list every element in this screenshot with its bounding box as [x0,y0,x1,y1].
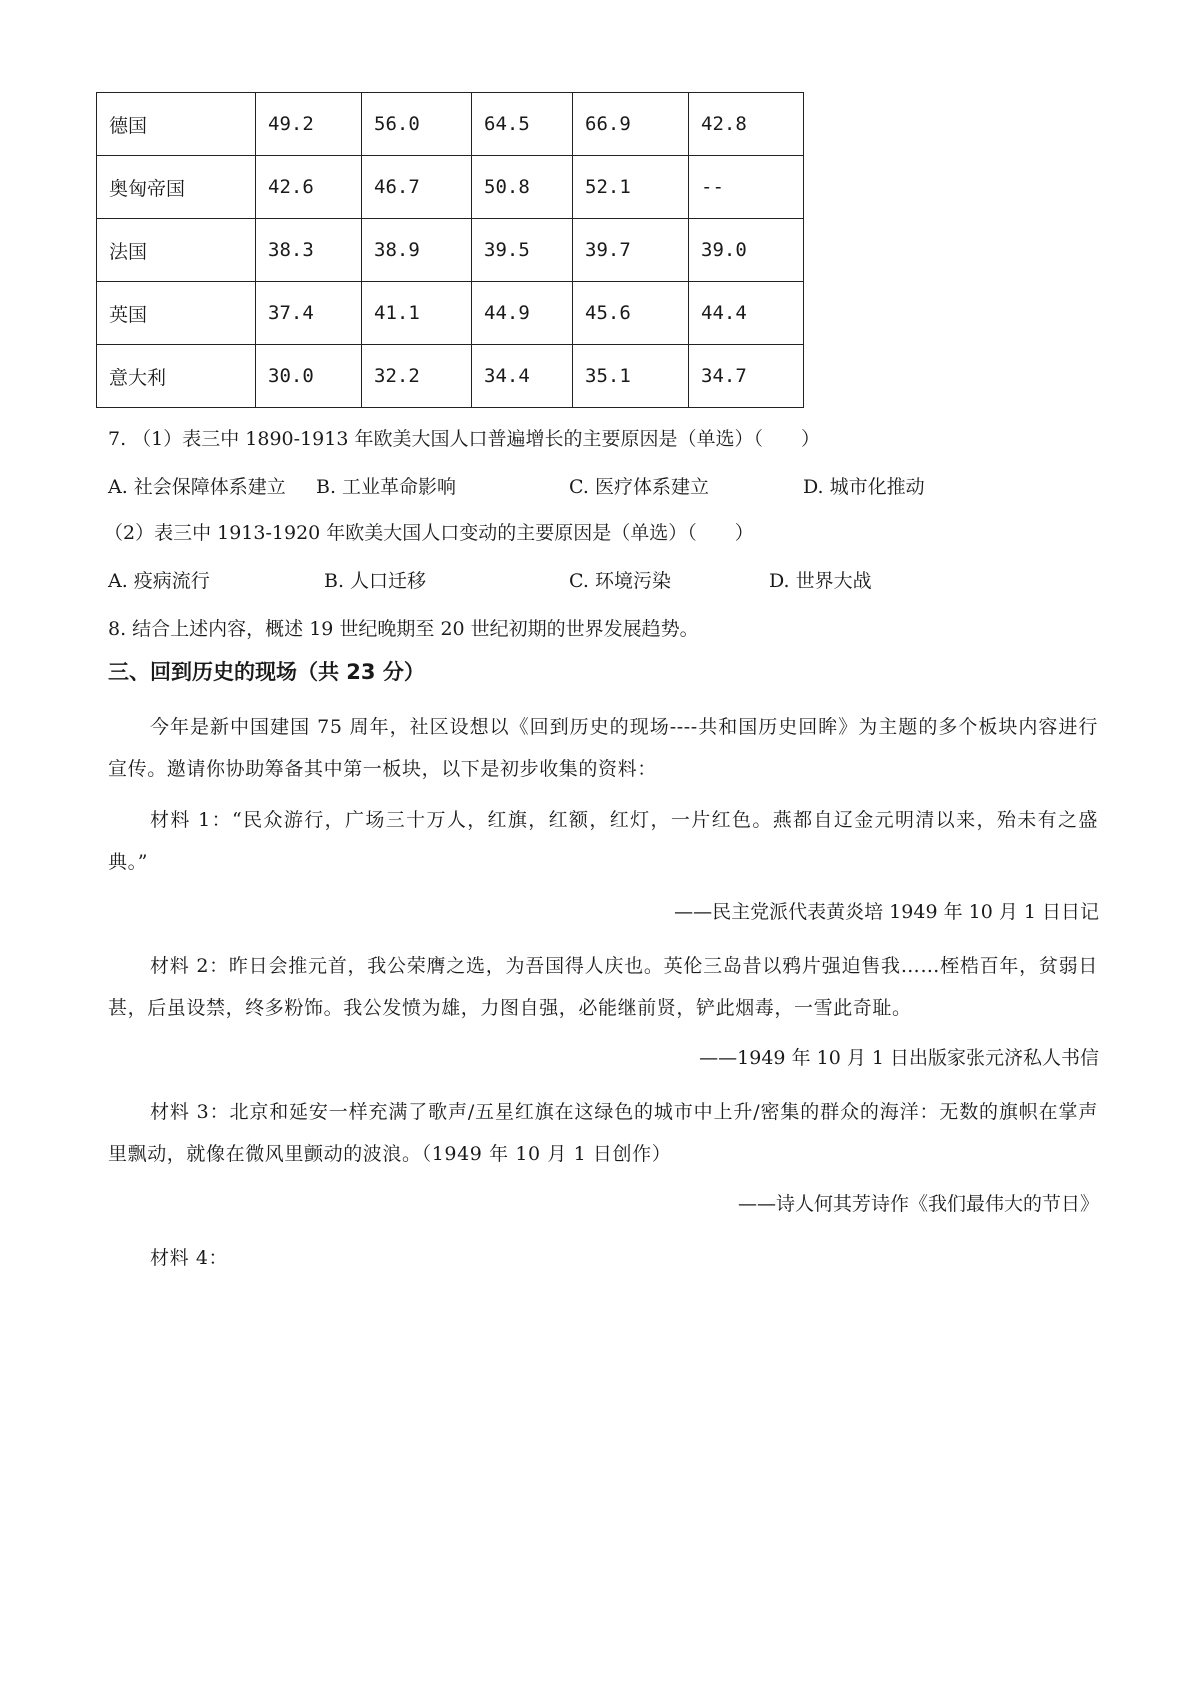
option-b[interactable]: B. 人口迁移 [324,570,427,592]
material-3-source: ——诗人何其芳诗作《我们最伟大的节日》 [737,1193,1099,1215]
value-cell: 42.8 [689,93,804,156]
value-cell: 49.2 [256,93,362,156]
table-row [97,156,804,219]
option-d[interactable]: D. 世界大战 [769,570,872,592]
question-8: 8. 结合上述内容，概述 19 世纪晚期至 20 世纪初期的世界发展趋势。 [108,618,699,640]
country-cell: 奥匈帝国 [97,156,256,219]
value-cell: 44.9 [472,282,573,345]
option-b[interactable]: B. 工业革命影响 [316,476,457,498]
material-2-text: 材料 2：昨日会推元首，我公荣膺之选，为吾国得人庆也。英伦三岛昔以鸦片强迫售我……桎梏百年，贫弱日甚，后虽设禁，终多粉饰。我公发愤为雄，力图自强，必能继前贤，铲此烟毒，一雪此奇耻。 [108,955,1098,1019]
value-cell: 44.4 [689,282,804,345]
population-table [96,92,804,408]
material-4-text: 材料 4： [150,1247,229,1269]
country-cell: 意大利 [97,345,256,408]
value-cell: 46.7 [362,156,472,219]
option-c[interactable]: C. 医疗体系建立 [569,476,709,498]
question-7-part-2: （2）表三中 1913-1920 年欧美大国人口变动的主要原因是（单选）（ ） [104,522,754,544]
value-cell: 37.4 [256,282,362,345]
value-cell: 66.9 [573,93,689,156]
question-7-part-1: 7. （1）表三中 1890-1913 年欧美大国人口普遍增长的主要原因是（单选）（ ） [108,428,820,450]
value-cell: 32.2 [362,345,472,408]
value-cell: -- [689,156,804,219]
value-cell: 34.4 [472,345,573,408]
value-cell: 39.0 [689,219,804,282]
value-cell: 30.0 [256,345,362,408]
option-a[interactable]: A. 疫病流行 [108,570,210,592]
section-3-intro: 今年是新中国建国 75 周年，社区设想以《回到历史的现场----共和国历史回眸》为主题的多个板块内容进行宣传。邀请你协助筹备其中第一板块，以下是初步收集的资料： [108,716,1098,780]
value-cell: 35.1 [573,345,689,408]
table-body [97,93,804,408]
table-row [97,345,804,408]
material-3-text: 材料 3：北京和延安一样充满了歌声/五星红旗在这绿色的城市中上升/密集的群众的海洋：无数的旗帜在掌声里飘动，就像在微风里颤动的波浪。（1949 年 10 月 1 日创作） [108,1101,1098,1165]
material-2-source: ——1949 年 10 月 1 日出版家张元济私人书信 [699,1047,1099,1069]
option-a[interactable]: A. 社会保障体系建立 [108,476,286,498]
value-cell: 38.9 [362,219,472,282]
table-row [97,93,804,156]
option-c[interactable]: C. 环境污染 [569,570,671,592]
value-cell: 45.6 [573,282,689,345]
table-row [97,219,804,282]
material-1-text: 材料 1：“民众游行，广场三十万人，红旗，红额，红灯，一片红色。燕都自辽金元明清以来，殆未有之盛典。” [108,809,1098,873]
value-cell: 39.7 [573,219,689,282]
option-d[interactable]: D. 城市化推动 [803,476,925,498]
country-cell: 法国 [97,219,256,282]
value-cell: 39.5 [472,219,573,282]
value-cell: 56.0 [362,93,472,156]
section-3-heading: 三、回到历史的现场（共 23 分） [108,660,425,684]
material-1-source: ——民主党派代表黄炎培 1949 年 10 月 1 日日记 [674,901,1099,923]
table-row [97,282,804,345]
value-cell: 50.8 [472,156,573,219]
value-cell: 41.1 [362,282,472,345]
value-cell: 34.7 [689,345,804,408]
country-cell: 德国 [97,93,256,156]
value-cell: 64.5 [472,93,573,156]
country-cell: 英国 [97,282,256,345]
value-cell: 42.6 [256,156,362,219]
value-cell: 52.1 [573,156,689,219]
value-cell: 38.3 [256,219,362,282]
